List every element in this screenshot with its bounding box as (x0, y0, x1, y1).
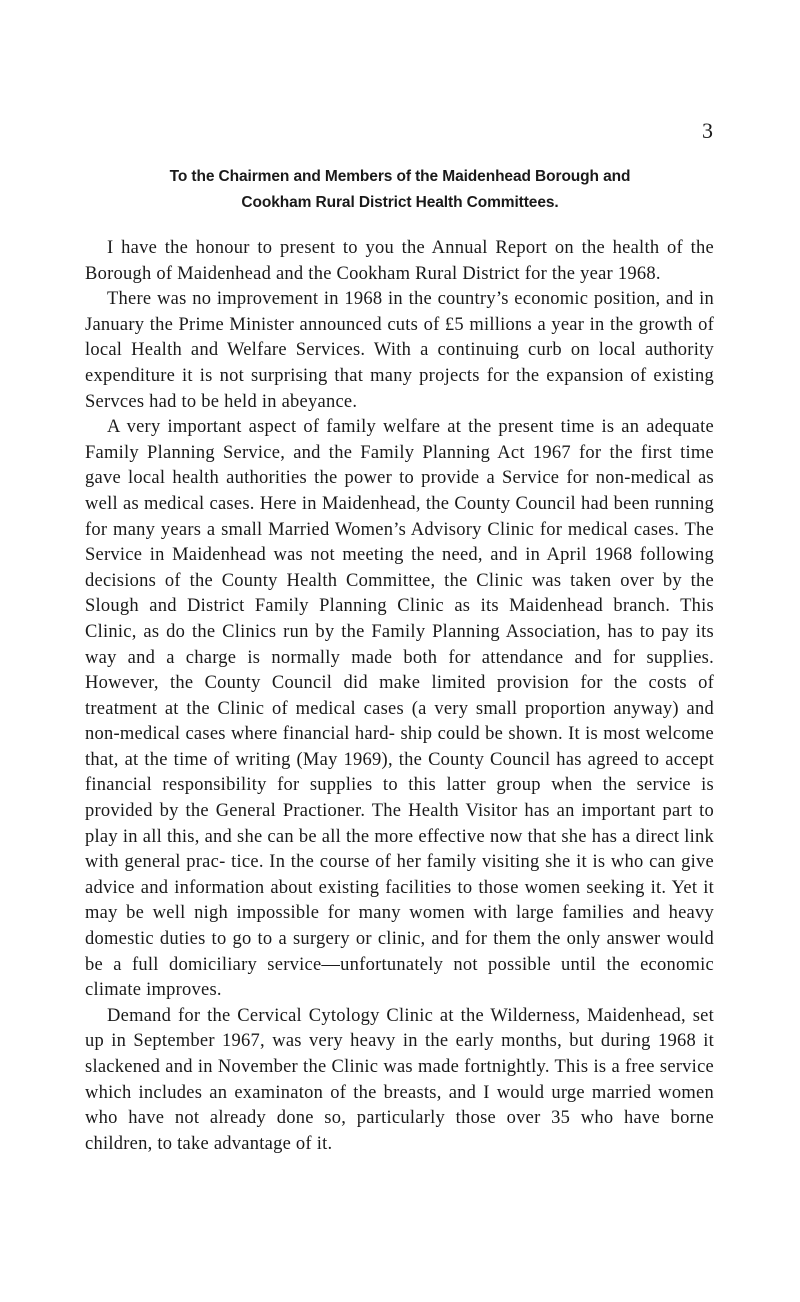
addressee-line-1: To the Chairmen and Members of the Maidenhead Borough and (169, 168, 631, 185)
paragraph-family-planning: A very important aspect of family welfare at the present time is an adequate Family Planning Service, and the Family Planning Act 1967 for the first time gave local health authorities the power to provide a Service for non-medical as well as medical cases. Here in Maidenhead, the County Council had been running for many years a small Married Women’s Advisory Clinic for medical cases. The Service in Maidenhead was not meeting the need, and in April 1968 following decisions of the County Health Committee, the Clinic was taken over by the Slough and District Family Planning Clinic as its Maidenhead branch. This Clinic, as do the Clinics run by the Family Planning Association, has to pay its way and a charge is normally made both for attendance and for supplies. However, the County Council did make limited provision for the costs of treatment at the Clinic of medical cases (a very small proportion anyway) and non-medical cases where financial hard- ship could be shown. It is most welcome that, at the time of writing (May 1969), the County Council has agreed to accept financial responsibility for supplies to this latter group when the service is provided by the General Practioner. The Health Visitor has an important part to play in all this, and she can be all the more effective now that she has a direct link with general prac- tice. In the course of her family visiting she it is who can give advice and information about existing facilities to those women seeking it. Yet it may be well nigh impossible for many women with large families and heavy domestic duties to go to a surgery or clinic, and for them the only answer would be a full domiciliary service—unfortunately not possible until the economic climate improves. (85, 417, 714, 1001)
addressee-heading (85, 164, 715, 216)
page-number: 3 (702, 118, 713, 143)
report-body (85, 236, 714, 1157)
paragraph-economic-position: There was no improvement in 1968 in the country’s economic position, and in January the Prime Minister announced cuts of £5 millions a year in the growth of local Health and Welfare Services. With a continuing curb on local authority expenditure it is not surprising that many projects for the expansion of existing Servces had to be held in abeyance. (85, 289, 714, 412)
addressee-line-2: Cookham Rural District Health Committees. (241, 194, 559, 211)
paragraph-introduction: I have the honour to present to you the Annual Report on the health of the Borough of Maidenhead and the Cookham Rural District for the year 1968. (85, 238, 714, 284)
paragraph-cervical-cytology: Demand for the Cervical Cytology Clinic at the Wilderness, Maidenhead, set up in September 1967, was very heavy in the early months, but during 1968 it slackened and in November the Clinic was made fortnightly. This is a free service which includes an examinaton of the breasts, and I would urge married women who have not already done so, particularly those over 35 who have borne children, to take advantage of it. (85, 1005, 714, 1154)
